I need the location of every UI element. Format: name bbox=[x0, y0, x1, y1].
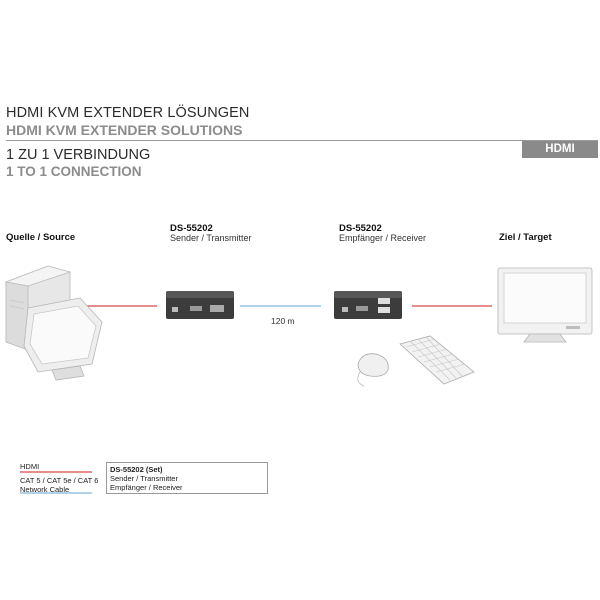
legend-cat: CAT 5 / CAT 5e / CAT 6 bbox=[20, 476, 99, 485]
distance-label: 120 m bbox=[271, 316, 295, 326]
source-pc-icon bbox=[6, 266, 102, 380]
sender-model: DS-55202 bbox=[170, 223, 213, 234]
keyboard-icon bbox=[400, 336, 474, 384]
target-label: Ziel / Target bbox=[499, 232, 552, 243]
legend-network: Network Cable bbox=[20, 485, 70, 494]
sender-device-icon bbox=[166, 291, 234, 319]
set-line-2: Empfänger / Receiver bbox=[110, 483, 183, 492]
subtitle-en: 1 TO 1 CONNECTION bbox=[6, 164, 142, 179]
mouse-icon bbox=[358, 354, 389, 386]
receiver-role: Empfänger / Receiver bbox=[339, 233, 427, 243]
receiver-model: DS-55202 bbox=[339, 223, 382, 234]
page-title-en: HDMI KVM EXTENDER SOLUTIONS bbox=[6, 122, 243, 138]
receiver-device-icon bbox=[334, 291, 402, 319]
set-title: DS-55202 (Set) bbox=[110, 465, 163, 474]
set-line-1: Sender / Transmitter bbox=[110, 474, 178, 483]
legend-hdmi: HDMI bbox=[20, 462, 40, 471]
source-label: Quelle / Source bbox=[6, 232, 76, 243]
subtitle-de: 1 ZU 1 VERBINDUNG bbox=[6, 147, 151, 163]
sender-role: Sender / Transmitter bbox=[170, 233, 252, 243]
page-title-de: HDMI KVM EXTENDER LÖSUNGEN bbox=[6, 105, 250, 121]
hdmi-tag: HDMI bbox=[522, 141, 598, 158]
target-monitor-icon bbox=[498, 268, 592, 342]
